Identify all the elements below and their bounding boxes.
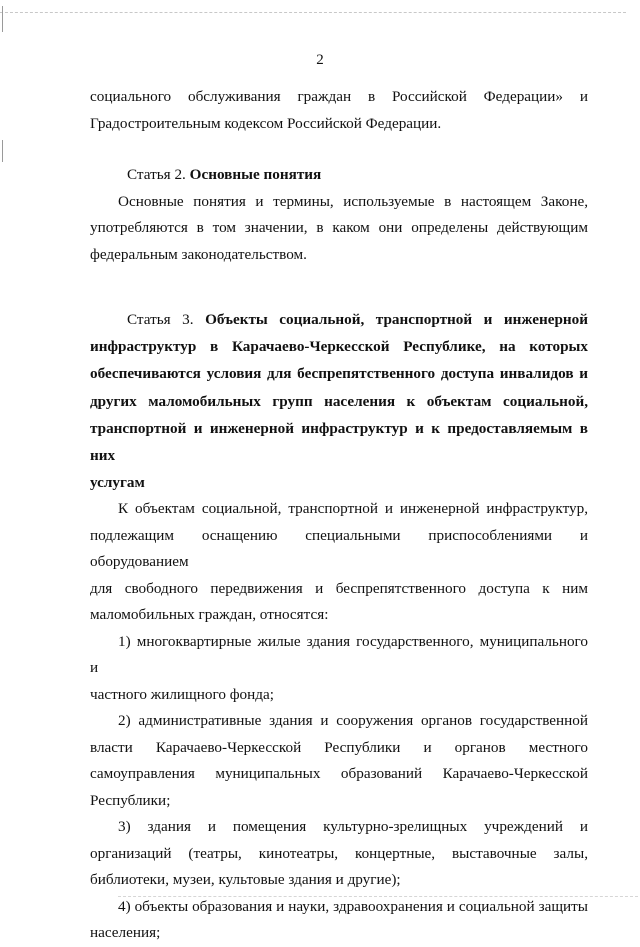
intro-line: Градостроительным кодексом Российской Федерации.	[90, 114, 442, 132]
article-2-paragraph: федеральным законодательством.	[90, 245, 307, 263]
article-3-paragraph: маломобильных граждан, относятся:	[90, 606, 329, 624]
list-item: 4) объекты образования и науки, здравоохранения и социальной защиты	[118, 897, 588, 915]
scan-artifact-top	[0, 12, 626, 13]
article-2-heading	[90, 162, 588, 189]
article-2-paragraph: Основные понятия и термины, используемые в настоящем Законе,	[118, 192, 588, 210]
article-3-paragraph: подлежащим оснащению специальными приспособлениями и оборудованием	[90, 526, 588, 571]
scan-artifact-left-mid	[2, 140, 3, 162]
list-item: частного жилищного фонда;	[90, 685, 274, 703]
scan-artifact-left-top	[2, 6, 3, 32]
article-3-paragraph: К объектам социальной, транспортной и инженерной инфраструктур,	[118, 500, 588, 518]
article-3-title: инфраструктур в Карачаево-Черкесской Республике, на которых	[90, 338, 588, 356]
article-3-prefix: Статья 3.	[127, 311, 194, 328]
intro-line: социального обслуживания граждан в Российской Федерации» и	[90, 88, 588, 105]
article-2-paragraph: употребляются в том значении, в каком они определены действующим	[90, 219, 588, 236]
document-body	[90, 84, 588, 947]
list-item: 2) административные здания и сооружения органов государственной	[118, 712, 588, 730]
list-item: библиотеки, музеи, культовые здания и другие);	[90, 871, 401, 889]
article-3-title: транспортной и инженерной инфраструктур и к предоставляемым в них	[90, 419, 588, 465]
list-item: Республики;	[90, 791, 171, 809]
list-item: 3) здания и помещения культурно-зрелищных учреждений и	[118, 818, 588, 836]
article-3-title: Объекты социальной, транспортной и инженерной	[205, 311, 588, 328]
article-2-prefix: Статья 2.	[127, 166, 186, 183]
article-2-title: Основные понятия	[189, 166, 322, 183]
list-item: самоуправления муниципальных образований Карачаево-Черкесской	[90, 765, 588, 783]
article-3-title: услугам	[90, 474, 145, 492]
list-item: организаций (театры, кинотеатры, концертные, выставочные залы,	[90, 844, 588, 862]
list-item: власти Карачаево-Черкесской Республики и органов местного	[90, 738, 588, 756]
page-number: 2	[316, 52, 324, 68]
article-3-paragraph: для свободного передвижения и беспрепятственного доступа к ним	[90, 579, 588, 597]
list-item: 1) многоквартирные жилые здания государственного, муниципального и	[90, 632, 588, 677]
article-3-title: обеспечиваются условия для беспрепятственного доступа инвалидов и	[90, 365, 588, 383]
article-3-heading	[90, 306, 588, 496]
list-item: населения;	[90, 924, 161, 942]
article-3-title: других маломобильных групп населения к объектам социальной,	[90, 392, 588, 410]
